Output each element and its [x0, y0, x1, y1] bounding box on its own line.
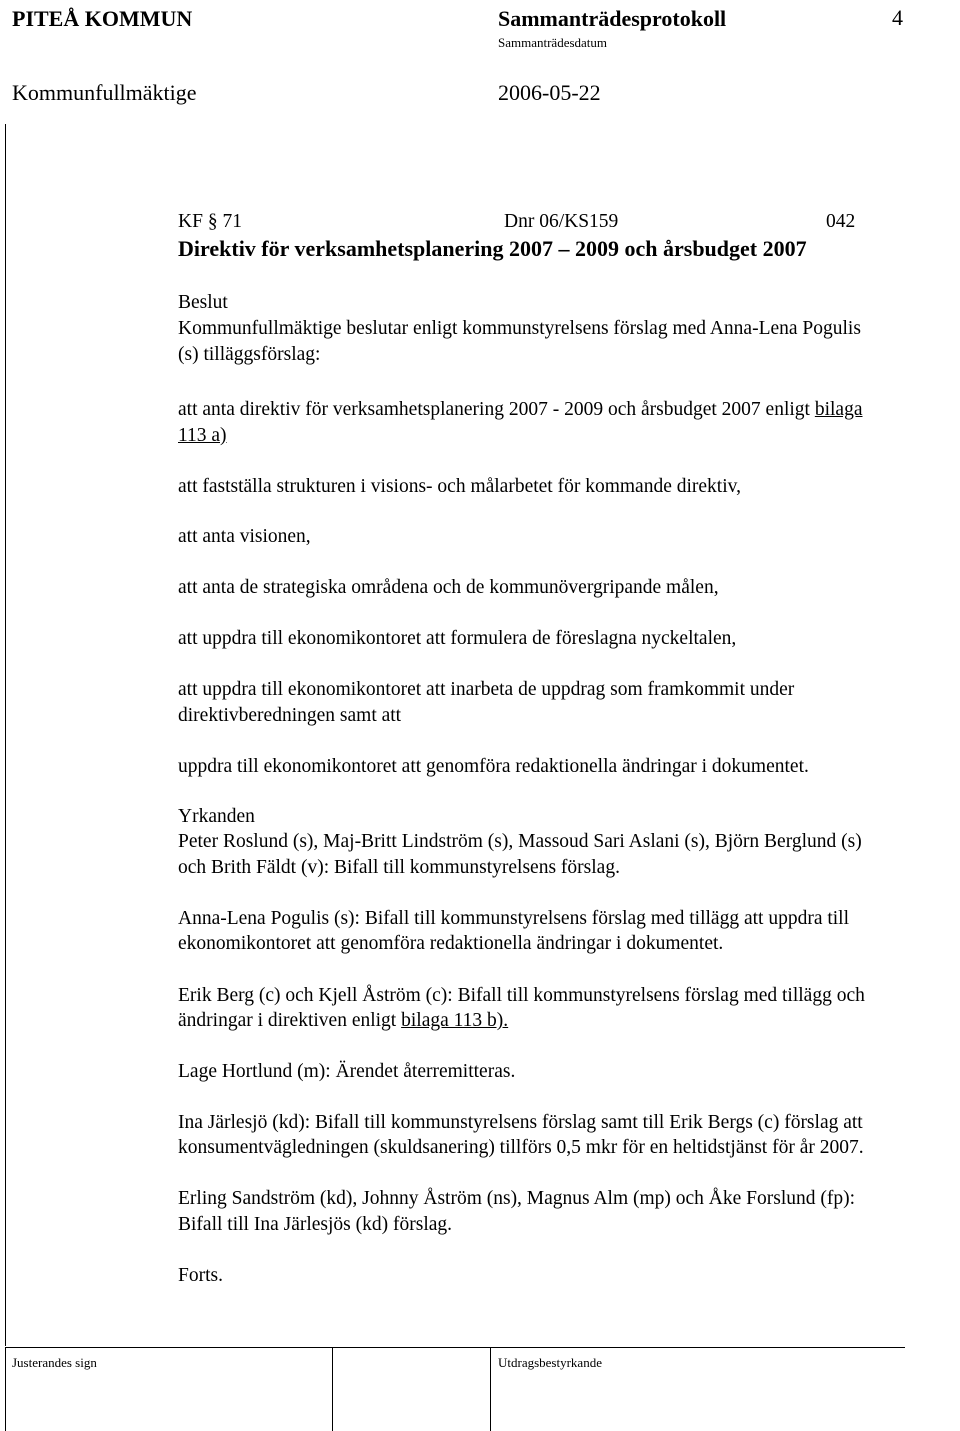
bilaga-link-a-number[interactable]: 113 a) [178, 425, 227, 446]
section-title: Direktiv för verksamhetsplanering 2007 – 2009 och årsbudget 2007 [178, 236, 807, 261]
yrkande-4: Lage Hortlund (m): Ärendet återremitteras. [178, 1061, 516, 1082]
beslut-intro-line2: (s) tilläggsförslag: [178, 344, 321, 365]
beslut-item-6-line2: direktivberedningen samt att [178, 705, 402, 726]
yrkande-6-line1: Erling Sandström (kd), Johnny Åström (ns), Magnus Alm (mp) och Åke Forslund (fp): [178, 1188, 856, 1209]
footer-right-rule [490, 1347, 491, 1431]
yrkande-6-line2: Bifall till Ina Järlesjös (kd) förslag. [178, 1214, 453, 1235]
bilaga-link-b[interactable]: bilaga 113 b). [401, 1010, 509, 1031]
margin-rule [5, 124, 6, 1346]
yrkande-3-line1: Erik Berg (c) och Kjell Åström (c): Bifall till kommunstyrelsens förslag med tillägg och [178, 985, 865, 1006]
forts-label: Forts. [178, 1265, 223, 1286]
yrkande-3-line2 [178, 1008, 508, 1034]
page-number: 4 [892, 5, 903, 30]
footer-mid-rule [332, 1347, 333, 1431]
footer-rule [5, 1347, 905, 1348]
yrkande-5-line1: Ina Järlesjö (kd): Bifall till kommunstyrelsens förslag samt till Erik Bergs (c) förslag att [178, 1112, 863, 1133]
kf-label: KF [178, 211, 203, 232]
yrkande-1-line2: och Brith Fäldt (v): Bifall till kommunstyrelsens förslag. [178, 857, 620, 878]
yrkande-1-line1: Peter Roslund (s), Maj-Britt Lindström (s), Massoud Sari Aslani (s), Björn Berglund (s) [178, 831, 862, 852]
yrkande-2-line1: Anna-Lena Pogulis (s): Bifall till kommunstyrelsens förslag med tillägg att uppdra till [178, 908, 850, 929]
beslut-heading: Beslut [178, 292, 228, 313]
meeting-date: 2006-05-22 [498, 80, 601, 105]
document-type: Sammanträdesprotokoll [498, 6, 727, 31]
paragraph-sign: § [207, 211, 218, 232]
section-id [178, 209, 242, 235]
footer-justerandes-sign: Justerandes sign [12, 1355, 97, 1370]
beslut-item-1 [178, 397, 863, 423]
item1-text: att anta direktiv för verksamhetsplanering 2007 - 2009 och årsbudget 2007 enligt [178, 399, 810, 420]
body-name: Kommunfullmäktige [12, 80, 197, 105]
kf-number: 71 [222, 211, 242, 232]
beslut-intro-line1: Kommunfullmäktige beslutar enligt kommunstyrelsens förslag med Anna-Lena Pogulis [178, 318, 861, 339]
yrkanden-heading: Yrkanden [178, 806, 255, 827]
date-label: Sammanträdesdatum [498, 35, 608, 50]
bilaga-link-a[interactable]: bilaga [814, 399, 863, 420]
dnr: Dnr 06/KS159 [504, 211, 619, 232]
org-name: PITEÅ KOMMUN [12, 6, 193, 31]
yrkande-3-text: ändringar i direktiven enligt [178, 1010, 397, 1031]
beslut-item-2: att fastställa strukturen i visions- och målarbetet för kommande direktiv, [178, 476, 741, 497]
archive-code: 042 [826, 211, 856, 232]
beslut-item-7: uppdra till ekonomikontoret att genomföra redaktionella ändringar i dokumentet. [178, 756, 809, 777]
beslut-item-3: att anta visionen, [178, 526, 311, 547]
footer-utdragsbestyrkande: Utdragsbestyrkande [498, 1355, 602, 1370]
footer-left-rule [5, 1347, 6, 1431]
yrkande-5-line2: konsumentvägledningen (skuldsanering) tillförs 0,5 mkr för en heltidstjänst för år 2007. [178, 1137, 864, 1158]
yrkande-2-line2: ekonomikontoret att genomföra redaktionella ändringar i dokumentet. [178, 933, 724, 954]
beslut-item-5: att uppdra till ekonomikontoret att formulera de föreslagna nyckeltalen, [178, 628, 737, 649]
beslut-item-6-line1: att uppdra till ekonomikontoret att inarbeta de uppdrag som framkommit under [178, 679, 795, 700]
beslut-item-4: att anta de strategiska områdena och de kommunövergripande målen, [178, 577, 719, 598]
